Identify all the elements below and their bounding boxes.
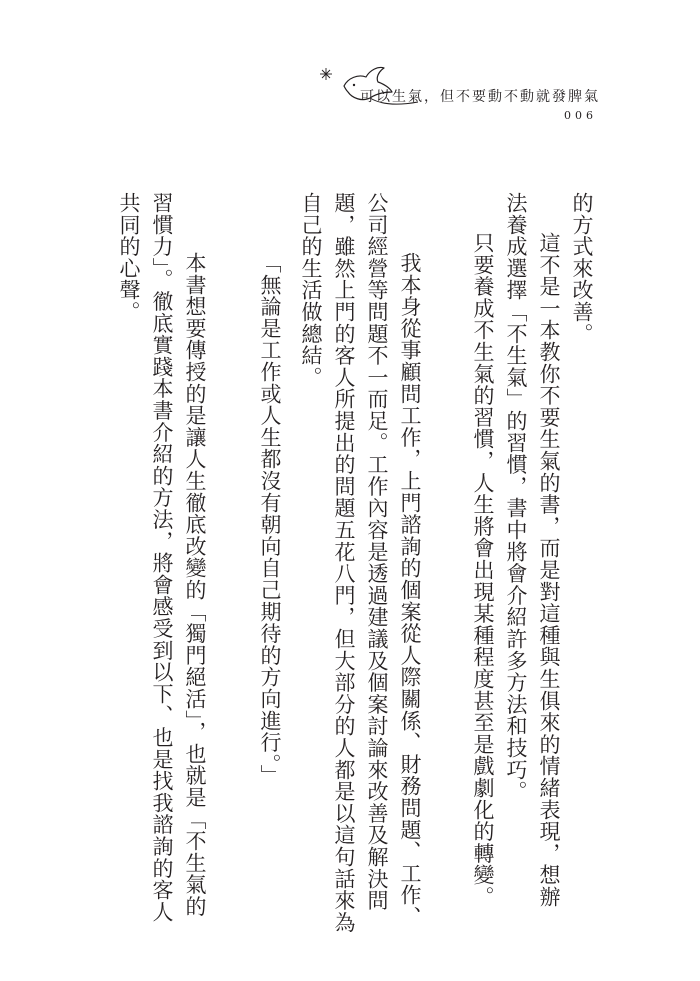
- text-column: 法養成選擇「不生氣」的習慣，書中將會介紹許多方法和技巧。: [504, 192, 528, 803]
- text-column: 公司經營等問題不一而足。工作內容是透過建議及個案討論來改善及解決問: [365, 192, 389, 912]
- running-title: 可以生氣，但不要動不動就發脾氣: [360, 89, 600, 105]
- text-column: 只要養成不生氣的習慣，人生將會出現某種程度甚至是戲劇化的轉變。: [471, 232, 495, 908]
- vertical-text-body: [0, 192, 700, 934]
- text-column: 自己的生活做總結。: [299, 192, 323, 389]
- page-header: [0, 0, 700, 140]
- page-number: 006: [564, 109, 597, 122]
- text-column: 共同的心聲。: [117, 192, 141, 323]
- text-column: 這不是一本教你不要生氣的書，而是對這種與生俱來的情緒表現，想辦: [537, 232, 561, 908]
- text-column: 本書想要傳授的是讓人生徹底改變的「獨門絕活」，也就是「不生氣的: [183, 252, 207, 918]
- text-column: 的方式來改善。: [570, 192, 594, 345]
- text-column: 我本身從事顧問工作，上門諮詢的個案從人際關係、財務問題、工作、: [398, 252, 422, 928]
- text-column: 題，雖然上門的客人所提出的問題五花八門，但大部分的人都是以這句話來為: [332, 192, 356, 934]
- text-column: 習慣力」。徹底實踐本書介紹的方法，將會感受到以下、也是找我諮詢的客人: [150, 192, 174, 923]
- text-column: 「無論是工作或人生都沒有朝向自己期待的方向進行。」: [258, 252, 282, 787]
